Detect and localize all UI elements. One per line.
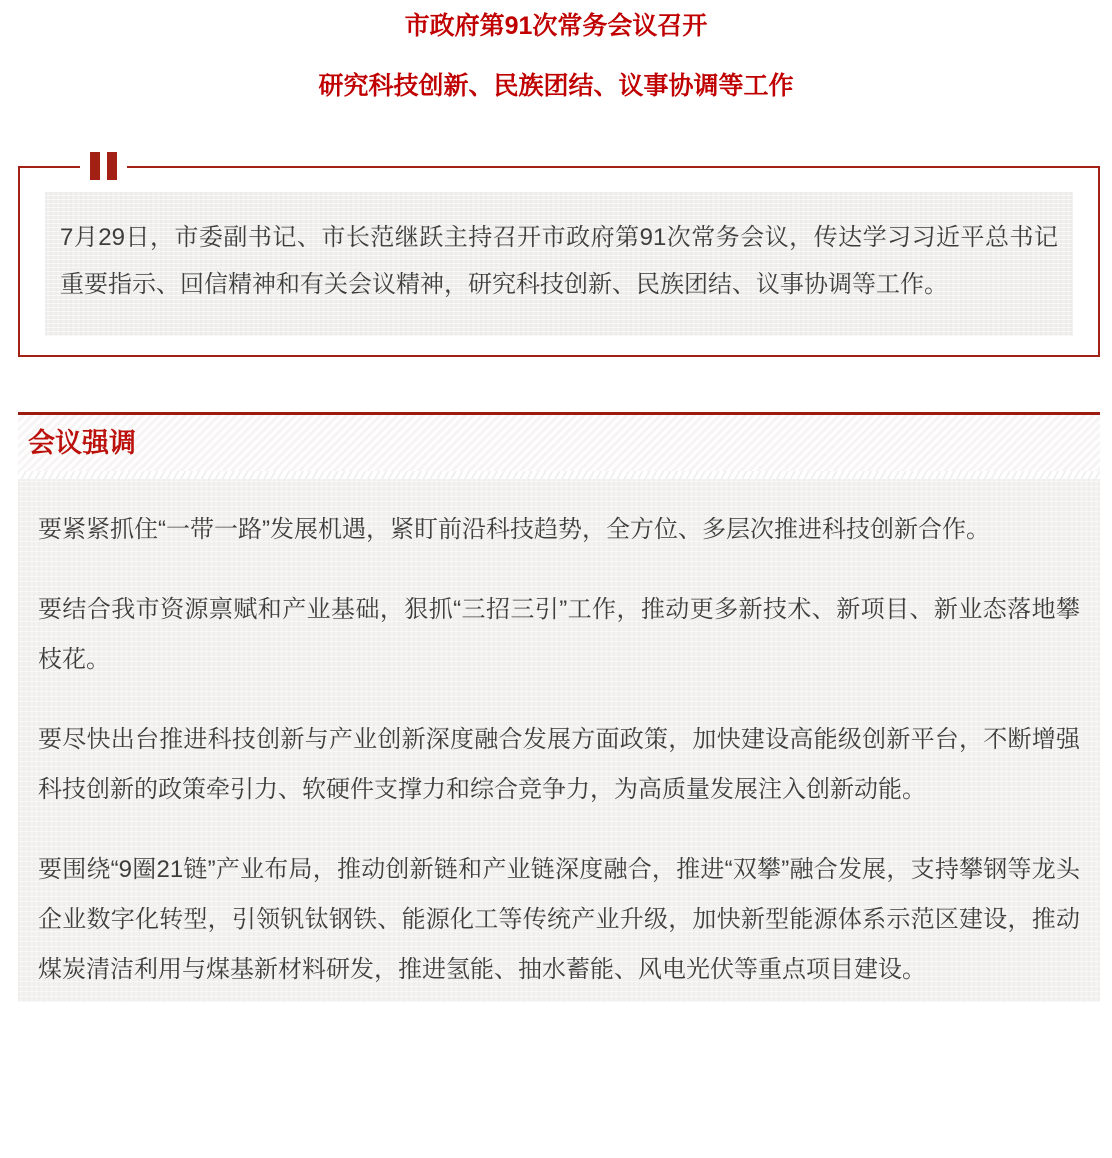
section-heading-band — [18, 415, 1100, 471]
hatch-divider — [18, 471, 1100, 479]
summary-box — [18, 166, 1100, 357]
emphasis-paragraph-3: 要尽快出台推进科技创新与产业创新深度融合发展方面政策，加快建设高能级创新平台，不断增强科技创新的政策牵引力、软硬件支撑力和综合竞争力，为高质量发展注入创新动能。 — [38, 726, 1080, 803]
article-title-line2: 研究科技创新、民族团结、议事协调等工作 — [318, 71, 794, 100]
pause-bar-right — [107, 152, 117, 180]
article-title-line1: 市政府第91次常务会议召开 — [404, 12, 708, 40]
pause-bars-icon — [80, 152, 127, 180]
pause-bar-left — [90, 152, 100, 180]
section-heading: 会议强调 — [28, 427, 136, 458]
summary-panel — [45, 192, 1073, 336]
emphasis-section — [18, 412, 1100, 1002]
article-header — [0, 0, 1112, 100]
emphasis-paragraph-4: 要围绕“9圈21链”产业布局，推动创新链和产业链深度融合，推进“双攀”融合发展，支持攀钢等龙头企业数字化转型，引领钒钛钢铁、能源化工等传统产业升级，加快新型能源体系示范区建设，推动煤炭清洁利用与煤基新材料研发，推进氢能、抽水蓄能、风电光伏等重点项目建设。 — [38, 856, 1080, 983]
emphasis-paragraph-1: 要紧紧抓住“一带一路”发展机遇，紧盯前沿科技趋势，全方位、多层次推进科技创新合作。 — [38, 516, 990, 543]
summary-paragraph: 7月29日，市委副书记、市长范继跃主持召开市政府第91次常务会议，传达学习习近平总书记重要指示、回信精神和有关会议精神，研究科技创新、民族团结、议事协调等工作。 — [60, 224, 1058, 298]
emphasis-body — [18, 479, 1100, 1002]
emphasis-paragraph-2: 要结合我市资源禀赋和产业基础，狠抓“三招三引”工作，推动更多新技术、新项目、新业态落地攀枝花。 — [38, 596, 1080, 673]
